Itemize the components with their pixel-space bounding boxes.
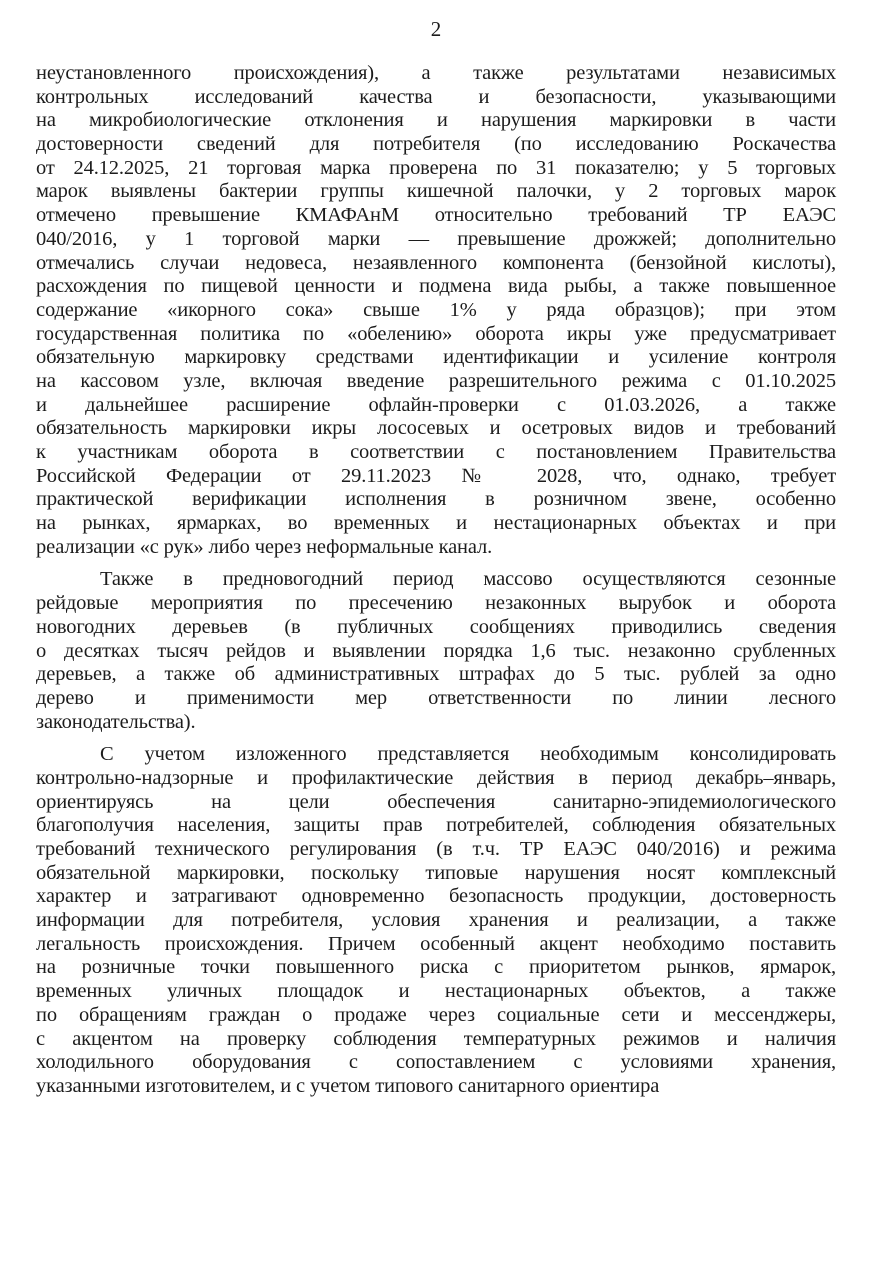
text-line: рейдовые мероприятия по пресечению незаконных вырубок и оборота <box>36 592 836 615</box>
text-line: указанными изготовителем, и с учетом типового санитарного ориентира <box>36 1074 660 1097</box>
text-line: к участникам оборота в соответствии с постановлением Правительства <box>36 441 836 463</box>
text-line: с акцентом на проверку соблюдения температурных режимов и наличия <box>36 1027 836 1050</box>
text-line: дерево и применимости мер ответственности по линии лесного <box>36 686 836 709</box>
text-line: на микробиологические отклонения и нарушения маркировки в части <box>36 109 836 132</box>
text-line: от 24.12.2025, 21 торговая марка проверена по 31 показателю; у 5 торговых <box>36 156 836 179</box>
text-line: содержание «икорного сока» свыше 1% у ряда образцов); при этом <box>36 298 836 321</box>
text-line: по обращениям граждан о продаже через социальные сети и мессенджеры, <box>36 1003 836 1026</box>
text-line: требований технического регулирования (в т.ч. ТР ЕАЭС 040/2016) и режима <box>36 838 836 860</box>
text-line: обязательной маркировки, поскольку типовые нарушения носят комплексный <box>36 861 836 884</box>
document-body <box>36 62 836 1099</box>
text-line: неустановленного происхождения), а также результатами независимых <box>36 62 836 84</box>
text-line: реализации «с рук» либо через неформальные канал. <box>36 535 493 558</box>
text-line: расхождения по пищевой ценности и подмена вида рыбы, а также повышенное <box>36 275 836 298</box>
text-line: 040/2016, у 1 торговой марки — превышение дрожжей; дополнительно <box>36 227 836 250</box>
text-line: практической верификации исполнения в розничном звене, особенно <box>36 488 836 511</box>
text-line: достоверности сведений для потребителя (по исследованию Роскачества <box>36 133 836 156</box>
text-line: благополучия населения, защиты прав потребителей, соблюдения обязательных <box>36 814 836 837</box>
text-line: легальность происхождения. Причем особенный акцент необходимо поставить <box>36 932 836 955</box>
text-line: контрольно-надзорные и профилактические действия в период декабрь–январь, <box>36 766 836 789</box>
text-line: новогодних деревьев (в публичных сообщениях приводились сведения <box>36 615 836 638</box>
text-line: Российской Федерации от 29.11.2023 № 2028, что, однако, требует <box>36 464 836 487</box>
paragraph <box>36 743 836 1098</box>
text-line: С учетом изложенного представляется необходимым консолидировать <box>100 743 836 766</box>
text-line: о десятках тысяч рейдов и выявлении порядка 1,6 тыс. незаконно срубленных <box>36 639 836 662</box>
paragraph <box>36 62 836 559</box>
text-line: обязательность маркировки икры лососевых и осетровых видов и требований <box>36 417 836 440</box>
text-line: отмечено превышение КМАФАнМ относительно требований ТР ЕАЭС <box>36 204 836 227</box>
text-line: марок выявлены бактерии группы кишечной палочки, у 2 торговых марок <box>36 180 836 203</box>
text-line: ориентируясь на цели обеспечения санитарно-эпидемиологического <box>36 790 836 813</box>
text-line: на кассовом узле, включая введение разрешительного режима с 01.10.2025 <box>36 369 836 392</box>
text-line: отмечались случаи недовеса, незаявленного компонента (бензойной кислоты), <box>36 251 836 274</box>
paragraph <box>36 568 836 734</box>
text-line: информации для потребителя, условия хранения и реализации, а также <box>36 909 836 932</box>
text-line: временных уличных площадок и нестационарных объектов, а также <box>36 980 836 1003</box>
text-line: холодильного оборудования с сопоставлением с условиями хранения, <box>36 1051 836 1074</box>
text-line: контрольных исследований качества и безопасности, указывающими <box>36 85 836 108</box>
text-line: государственная политика по «обелению» оборота икры уже предусматривает <box>36 322 836 345</box>
page-number: 2 <box>430 17 442 41</box>
text-line: Также в предновогодний период массово осуществляются сезонные <box>100 568 836 591</box>
text-line: и дальнейшее расширение офлайн-проверки с 01.03.2026, а также <box>36 393 836 416</box>
text-line: на розничные точки повышенного риска с приоритетом рынков, ярмарок, <box>36 956 836 979</box>
text-line: обязательную маркировку средствами идентификации и усиление контроля <box>36 346 836 369</box>
text-line: характер и затрагивают одновременно безопасность продукции, достоверность <box>36 885 836 908</box>
text-line: на рынках, ярмарках, во временных и нестационарных объектах и при <box>36 512 836 535</box>
text-line: законодательства). <box>36 710 196 733</box>
text-line: деревьев, а также об административных штрафах до 5 тыс. рублей за одно <box>36 663 836 686</box>
